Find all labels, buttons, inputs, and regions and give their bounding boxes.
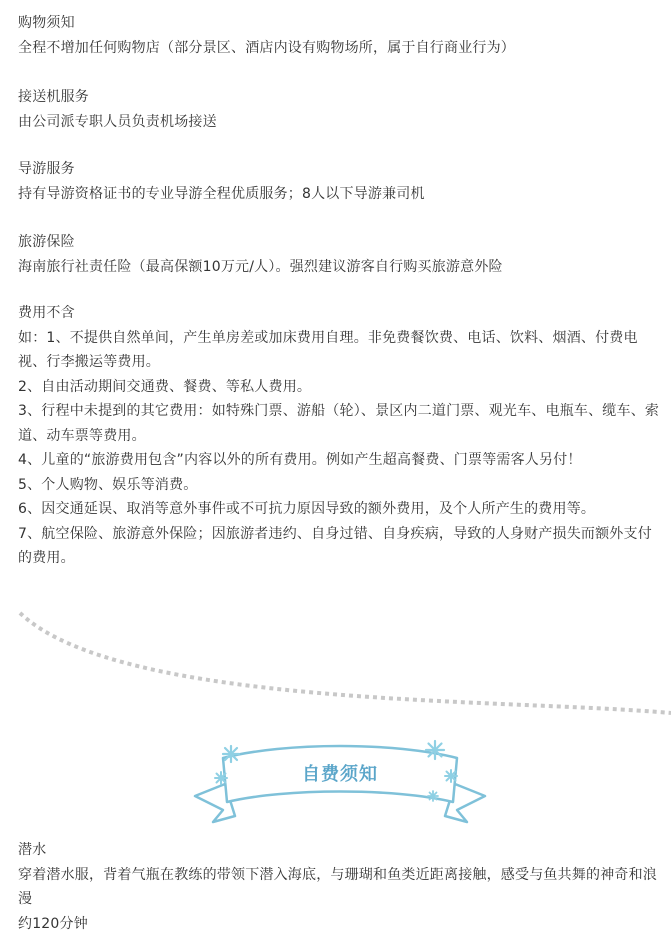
excluded-line: 5、个人购物、娱乐等消费。 bbox=[18, 473, 663, 498]
shopping-heading: 购物须知 bbox=[18, 11, 663, 36]
excluded-line: 3、行程中未提到的其它费用：如特殊门票、游船（轮）、景区内二道门票、观光车、电瓶车、缆车、索道、动车票等费用。 bbox=[18, 399, 663, 448]
transfer-heading: 接送机服务 bbox=[18, 85, 663, 110]
shopping-section bbox=[18, 11, 663, 60]
guide-heading: 导游服务 bbox=[18, 157, 663, 182]
excluded-section bbox=[18, 301, 663, 571]
excluded-line: 2、自由活动期间交通费、餐费、等私人费用。 bbox=[18, 375, 663, 400]
snowflake-icon bbox=[426, 741, 444, 759]
snowflake-icon bbox=[445, 770, 457, 782]
diving-section bbox=[18, 838, 663, 936]
insurance-section bbox=[18, 230, 663, 279]
transfer-section bbox=[18, 85, 663, 134]
diving-duration: 约120分钟 bbox=[18, 912, 663, 936]
diving-heading: 潜水 bbox=[18, 838, 663, 863]
transfer-body: 由公司派专职人员负责机场接送 bbox=[18, 110, 663, 135]
excluded-line: 7、航空保险、旅游意外保险；因旅游者违约、自身过错、自身疾病，导致的人身财产损失而额外支付的费用。 bbox=[18, 522, 663, 571]
snowflake-icon bbox=[428, 791, 438, 801]
insurance-heading: 旅游保险 bbox=[18, 230, 663, 255]
snowflake-icon bbox=[215, 772, 227, 784]
banner-title: 自费须知 bbox=[260, 760, 420, 786]
excluded-heading: 费用不含 bbox=[18, 301, 663, 326]
dotted-wave-divider bbox=[0, 598, 671, 728]
guide-section bbox=[18, 157, 663, 206]
shopping-body: 全程不增加任何购物店（部分景区、酒店内设有购物场所，属于自行商业行为） bbox=[18, 36, 663, 61]
excluded-line: 6、因交通延误、取消等意外事件或不可抗力原因导致的额外费用，及个人所产生的费用等。 bbox=[18, 497, 663, 522]
excluded-line: 如：1、不提供自然单间，产生单房差或加床费用自理。非免费餐饮费、电话、饮料、烟酒、付费电视、行李搬运等费用。 bbox=[18, 326, 663, 375]
excluded-line: 4、儿童的“旅游费用包含”内容以外的所有费用。例如产生超高餐费、门票等需客人另付！ bbox=[18, 448, 663, 473]
guide-body: 持有导游资格证书的专业导游全程优质服务；8人以下导游兼司机 bbox=[18, 182, 663, 207]
snowflake-icon bbox=[223, 746, 239, 762]
insurance-body: 海南旅行社责任险（最高保额10万元/人）。强烈建议游客自行购买旅游意外险 bbox=[18, 255, 663, 280]
diving-body: 穿着潜水服，背着气瓶在教练的带领下潜入海底，与珊瑚和鱼类近距离接触，感受与鱼共舞的神奇和浪漫 bbox=[18, 863, 663, 912]
